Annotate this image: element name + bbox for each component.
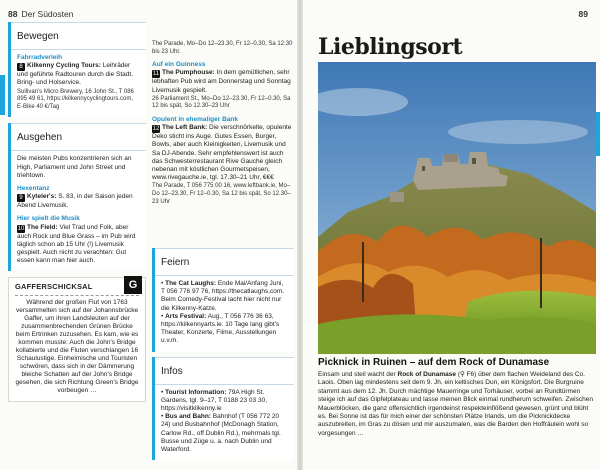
entry-text: 79A High St. Gardens, tgl. 9–17, T 0188 23 03 30, https://visitkilkenny.ie [161, 388, 268, 413]
entry-text: Die verschnörkelte, opulente Deko sticht ins Auge. Gutes Essen, Burger, Bowls, aber auch Kleinigkeiten, Livemusik und Sa DJ-Abende. Sehr empfehlenswert ist auch das Schwesterrestaurant Rive Gauche gleich nebenan mit köstlichen Gourmetspeisen, www.rivegauche.ie, tgl. 17.30–21 Uhr, €€€ [152, 124, 292, 182]
feature-title: Lieblingsort [318, 34, 463, 60]
subheading-guinness: Auf ein Guinness [152, 61, 206, 69]
right-page-number: 89 [578, 9, 588, 19]
entry-arts-festival: • Arts Festival: Aug., T 056 776 36 63, https://kilkennyarts.ie. 10 Tage lang gibt's Theater, Konzerte, Filme, Ausstellungen u.v.m. [161, 312, 280, 345]
entry-text: In dem gemütlichen, sehr lebhaften Pub wird am Donnerstag und Sonntag Livemusik gespielt. [152, 69, 291, 94]
second-column-upper [152, 40, 294, 206]
entry-text: Viel Trad und Folk, aber auch Rock und Blue Grass – im Pub wird täglich schon ab 15 Uhr (!) Livemusik gespielt. Auch nicht zu verachten: Gut essen kann man hier auch. [17, 223, 136, 265]
entry-tourist-info: • Tourist Information: 79A High St. Gardens, tgl. 9–17, T 0188 23 03 30, https://visitkilkenny.ie [161, 388, 268, 413]
section-heading-ausgehen: Ausgehen [11, 123, 146, 151]
section-bewegen [8, 22, 146, 117]
entry-name: Kilkenny Cycling Tours: [27, 62, 101, 70]
gafferschicksal-box [8, 277, 146, 401]
entry-address: The Parade, T 056 775 00 16, www.leftbank.ie, Mo–Do 12–23.30, Fr 12–0.30, Sa 12 bis spät, So 12.30–23 Uhr [152, 183, 291, 205]
entry-name: Bus and Bahn: [165, 413, 211, 421]
entry-pumphouse [152, 69, 294, 94]
subheading-bank: Opulent in ehemaliger Bank [152, 115, 238, 123]
caption-place: Rock of Dunamase [397, 371, 457, 378]
entry-kilkenny-cycling [17, 62, 140, 87]
left-column [8, 22, 146, 402]
gafferschicksal-heading: GAFFERSCHICKSAL [15, 282, 93, 292]
entry-cat-laughs: • The Cat Laughs: Ende Mai/Anfang Juni, T 056 776 97 76, https://thecatlaughs.com. Beim Comedy-Festival lacht hier nicht nur die Kilkenny-Katze. [161, 280, 285, 312]
entry-name: The Cat Laughs: [165, 280, 217, 287]
section-heading-feiern: Feiern [155, 248, 294, 276]
castle-ruin-photo-icon [318, 62, 596, 354]
entry-number-badge: 10 [17, 225, 25, 232]
entry-name: The Left Bank: [162, 124, 208, 132]
entry-name: Kyteler's: [27, 193, 57, 201]
entry-number-badge: 12 [152, 126, 160, 133]
caption-intro: Einsam und steil wacht der [318, 371, 396, 378]
entry-number-badge: 11 [152, 71, 160, 78]
entry-number-badge: 8 [17, 63, 25, 71]
entry-number-badge: 9 [17, 194, 25, 202]
second-column-lower [152, 248, 294, 460]
section-feiern [152, 248, 294, 352]
ausgehen-intro: Die meisten Pubs konzentrieren sich an High, Parliament und John Street und triehtown. [17, 155, 132, 179]
entry-text: Bahnhof (T 056 772 20 24) und Busbahnhof (McDonagh Station, Carlow Rd., off Dublin Rd.), mehrmals tgl. Busse und Züge u. a. nach Dublin und Waterford. [161, 413, 281, 454]
entry-text: S. 83, in der Saison jeden Abend Livemusik. [17, 193, 133, 210]
subheading-musik: Hier spielt die Musik [17, 215, 80, 223]
photo-rock-of-dunamase [318, 62, 596, 354]
entry-bus-bahn: • Bus and Bahn: Bahnhof (T 056 772 20 24) und Busbahnhof (McDonagh Station, Carlow Rd., off Dublin Rd.), mehrmals tgl. Busse und Züge u. a. nach Dublin und Waterford. [161, 413, 281, 454]
section-infos [152, 357, 294, 461]
left-folio [8, 9, 73, 19]
entry-kytelers [17, 193, 140, 210]
subheading-fahrradverleih: Fahrradverleih [17, 54, 63, 61]
chapter-title: Der Südosten [21, 9, 74, 19]
entry-text: Aug., T 056 776 36 63, https://kilkennyarts.ie. 10 Tage lang gibt's Theater, Konzerte, Filme, Ausstellungen u.v.m. [161, 312, 280, 345]
section-heading-infos: Infos [155, 357, 294, 385]
caption-text: über dem flachen Weideland des Co. Laois. Oben lag mindestens seit dem 9. Jh. ein keltisches Dun, ein Königsfort. Die Burgruine stammt aus dem 12. Jh. Durch mächtige Mauerringe und Torhäuser, vorbei an Rundtürmen steige ich auf das Gipfelplateau und lasse meinen Blick einmal rundherum schweifen. Zwischen Mauerblöcken, die ganz offensichtlich irgendeinst respekteinflößend gewesen, grünt und blüht es. Bei Sonne ist das für mich einer der schönsten Plätze Irlands, um die Picknickdecke auszubreiten, im Gras zu dösen und mir auszumalen, was die Barden den Hoffräulein wohl so vorgesungen … [318, 371, 593, 437]
subheading-hexentanz: Hexentanz [17, 185, 50, 192]
caption-title: Picknick in Ruinen – auf dem Rock of Dunamase [318, 357, 550, 368]
caption-body [318, 371, 596, 438]
entry-text: Ende Mai/Anfang Juni, T 056 776 97 76, https://thecatlaughs.com. Beim Comedy-Festival lacht hier nicht nur die Kilkenny-Katze. [161, 280, 285, 312]
gaffer-badge-icon: G [124, 276, 142, 294]
entry-name: The Field: [27, 223, 58, 231]
entry-name: The Pumphouse: [162, 69, 215, 77]
chapter-tab-left [0, 75, 5, 115]
continued-address: The Parade, Mo–Do 12–23.30, Fr 12–0.30, Sa 12.30 bis 23 Uhr. [152, 41, 293, 55]
gafferschicksal-text: Während der großen Flut von 1763 versammelten sich auf der Johannsbrücke Gaffer, um ihren Landsleuten auf der zusammenbrechenden Grünen Brücke beim Ertrinken zuzusehen. Es kam, wie es kommen musste: Auch die John's Bridge kollabierte und die Fluten verschlangen 16 Schaulustige. Einheimische und Touristen schwören, dass sich in der Dämmerung bleiche Schatten auf der John's Bridge gesehen, die sich Richtung Green's Bridge vorbeugen … [15, 295, 139, 395]
section-ausgehen [8, 123, 146, 271]
entry-the-field [17, 224, 140, 266]
entry-name: Arts Festival: [165, 312, 207, 320]
book-gutter [297, 0, 303, 470]
entry-address: 26 Parliament St., Mo–Do 12–23.30, Fr 12–0.30, Sa 12 bis spät, So 12.30–23 Uhr [152, 95, 291, 110]
entry-name: Tourist Information: [165, 388, 227, 396]
section-heading-bewegen: Bewegen [11, 22, 146, 50]
left-page-number: 88 [8, 9, 18, 19]
entry-left-bank [152, 124, 294, 182]
entry-address: Sullivan's Micro Brewery, 16 John St., T 086 895 49 61, https://kilkennycyclingtours.com, E-Bike 40 €/Tag [17, 88, 134, 110]
map-ref: (⚲ F6) [457, 371, 477, 378]
entry-text: Leihräder und geführte Radtouren durch die Stadt. Bring- und Holservice. [17, 62, 133, 87]
